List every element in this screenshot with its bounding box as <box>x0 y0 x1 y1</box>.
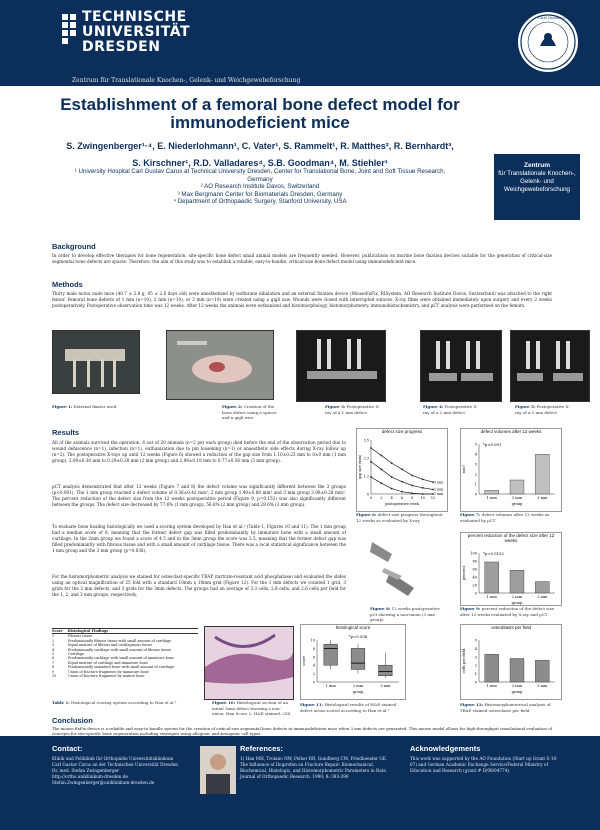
y-axis-label: score <box>302 656 306 666</box>
seal-text: Carl Gustav Carus <box>538 15 576 20</box>
table-cell-finding: Predominantly immature bone with small amount of cartilage <box>68 665 175 670</box>
y-tick-label: 0 <box>474 591 477 596</box>
tud-logo-icon <box>62 14 78 54</box>
poster-title: Establishment of a femoral bone defect model for immunodeficient mice <box>60 95 460 132</box>
logo-line-2: UNIVERSITÄT <box>82 24 191 40</box>
bar <box>535 582 549 593</box>
data-point <box>391 476 393 478</box>
series-line <box>371 448 433 482</box>
results-p3: To evaluate bone healing histologically we used a scoring system developed by Han et al.² (Table 1, Figures 10 and 11). The 1 mm group had a median score of 8, meaning that the former defect gap was filled predominantly by immature bone with a small amount of cartilage. In the 2mm group we found a score of 4.5 and in the 3mm group the score was 2.5, meaning that the former defect gap was filled predominantly with fibrous tissue and with a small amount of cartilage tissue. There was a local statistical significance between the 1 mm group and the 3 mm group (p=0.038). <box>52 524 346 553</box>
contact-line: Carl Gustav Carus an der Technischen Universität Dresden <box>52 762 178 767</box>
x-tick-label: 1 mm <box>486 496 497 500</box>
table-cell-finding: Union of fracture fragments by immature bone <box>68 669 149 674</box>
y-tick-label: 60 <box>472 567 477 572</box>
acknowledgements-heading: Acknowledgements <box>410 744 481 753</box>
caption-fig7: Figure 7: defect volumes after 12 weeks as evaluated by µCT <box>460 512 550 523</box>
chart-percent-reduction <box>460 532 562 606</box>
data-point <box>422 478 424 480</box>
xray-image-3 <box>511 331 589 401</box>
caption-fig12: Figure 12: Histomorphometrical analysis of TRAP stained osteoclasts per field <box>460 702 551 713</box>
chart-svg <box>461 630 561 694</box>
y-tick-label: 5 <box>474 638 477 643</box>
y-tick-label: 0 <box>366 492 369 497</box>
author-list <box>30 138 490 172</box>
legend-entry: 1 mm <box>434 492 444 497</box>
table-cell-score: 5 <box>52 652 55 657</box>
surgery-photo <box>166 330 274 400</box>
bar <box>535 454 549 494</box>
caption-fig8: Figure 8: 12 weeks postoperative µCt showing a non-union (3 mm group) <box>370 606 440 622</box>
chart-defect-volumes <box>460 428 562 512</box>
caption-fig2: Figure 2: Creation of the bone defect using a spacer and a gigli wire <box>222 404 277 420</box>
data-point <box>422 493 424 495</box>
x-axis-label: postoperative week <box>385 502 419 506</box>
table-cell-finding: Predominantly cartilage with small amount of immature bone <box>68 656 175 661</box>
references-text: 1) Han MH, Troiano NW, Pelker RR, Gundberg CM, Friedlaender GE. The Influence of Ibuprofen on Fracture Repair: Biomechanical, Biochemical, Histologic, and Histomorphometric Parameters in Rats. Journal of Orthopaedic Research. 1990; 8: 383-390 <box>240 756 388 779</box>
table-cell-score: 2 <box>52 638 55 643</box>
x-tick-label: 2 mm <box>511 496 523 500</box>
histology-image <box>204 626 294 700</box>
x-axis-label: group <box>352 690 364 694</box>
x-tick-label: 1 mm <box>486 595 497 599</box>
affiliations <box>70 168 450 206</box>
authors-line-1: S. Zwingenberger¹·⁴, E. Niederlohmann¹, C. Vater¹, S. Rammelt¹, R. Matthes², R. Bernhardt³, <box>66 141 454 151</box>
x-tick-label: 8 <box>411 496 414 500</box>
box <box>351 648 365 669</box>
caption-table1: Table 1: Histological scoring system according to Han et al.² <box>52 700 177 705</box>
table-cell-score: 6 <box>52 656 55 661</box>
table-cell-finding: Union of fracture fragments by mature bone <box>68 674 145 679</box>
y-axis-label: mm³ <box>462 464 466 474</box>
xray-image-1 <box>297 331 385 401</box>
x-tick-label: 4 <box>390 496 393 500</box>
y-tick-label: 20 <box>472 583 477 588</box>
chart-defect-size-progress <box>356 428 448 512</box>
data-point <box>370 461 372 463</box>
results-p4: For the histomorphometric analysis we stained for osteoclast-specific TRAP (tartrate-resistant acid phosphatase) and evaluated the slides using an optical magnification of 25 fold with a standard 10mm x 10mm grid (Figure 12). For the 1 mm defects we counted 1 grid, 3 grids for the 2 mm defects, and 3 grids for the 3mm defects. The groups had an average of 3.3 cells, 2.8 cells, and 2.6 cells per field for the 1, 2, and 3 mm groups, respectively. <box>52 574 346 597</box>
bar <box>485 490 499 494</box>
x-tick-label: 2 mm <box>352 684 364 688</box>
x-tick-label: 3 mm <box>380 684 391 688</box>
y-axis-label: cells per field <box>462 648 466 674</box>
caption-fig9: Figure 9: percent reduction of the defect size after 12 weeks evaluated by X-ray and µCT <box>460 606 555 617</box>
y-tick-label: 80 <box>472 559 477 564</box>
contact-email-link[interactable]: Stefan.Zwingenberger@uniklinikum-dresden.de <box>52 780 155 785</box>
y-tick-label: 0 <box>474 680 477 685</box>
table-cell-finding: Cartilage <box>68 652 84 657</box>
uct-bone-image <box>362 532 426 602</box>
references-heading: References: <box>240 744 283 753</box>
table-cell-score: 3 <box>52 643 55 648</box>
y-tick-label: 10 <box>310 638 315 643</box>
y-tick-label: 4 <box>474 646 477 651</box>
bar <box>485 562 499 593</box>
data-point <box>370 476 372 478</box>
y-tick-label: 6 <box>312 655 315 660</box>
y-axis-label: percent <box>462 565 466 581</box>
data-point <box>422 487 424 489</box>
results-p2: µCT analysis demonstrated that after 12 weeks (Figure 7 and 8) the defect volume was significantly different between the 3 groups (p<0.001). The 1 mm group reached a defect volume of 0.36±0.42 mm³, 2 mm group 1.40±0.88 mm³ and 3 mm group 3.98±0.28 mm³. The percent reduction of the defect size from the 12 weeks postoperative period (Figure 9, p=0.152) was also significantly different between the groups. The defect size decreased by 77.6% (1 mm group), 56.8% (2 mm group) and 28.6% (3 mm group). <box>52 484 346 507</box>
y-tick-label: 1.2 <box>363 474 369 479</box>
data-point <box>380 482 382 484</box>
chart-title: percent reduction of the defect size after 12 weeks <box>467 533 555 543</box>
contact-details <box>52 756 192 786</box>
table-cell-score: 7 <box>52 660 55 665</box>
table-cell-finding: Predominantly cartilage with small amount of fibrous tissue <box>68 647 172 652</box>
data-point <box>401 481 403 483</box>
table-cell-score: 1 <box>52 634 55 639</box>
x-tick-label: 12 <box>430 496 436 500</box>
table-row <box>52 674 198 678</box>
y-tick-label: 4 <box>474 452 477 457</box>
acknowledgements-text: This work was supported by the AO Foundation (Start up Grant S-10-67) and German Academic Exchange Service/Federal Ministry of Education and Research (grant # D/08/04774). <box>410 756 558 773</box>
methods-heading: Methods <box>52 280 83 289</box>
chart-osteoblasts <box>460 624 562 700</box>
y-tick-label: 3 <box>474 655 477 660</box>
x-tick-label: 6 <box>400 496 404 500</box>
fixator-image <box>53 331 139 393</box>
zentrum-text: für Translationale Knochen-, Gelenk- und Weichgewebeforschung <box>498 170 576 193</box>
chart-title: defect volumes after 12 weeks <box>480 429 542 434</box>
table-cell-finding: Equal mixture of cartilage and immature bone <box>68 660 148 665</box>
footer <box>0 736 600 830</box>
y-tick-label: 0 <box>312 680 315 685</box>
table-header: Score Histological Findings <box>52 629 198 634</box>
portrait-image <box>200 746 236 794</box>
caption-fig3: Figure 3: Postoperative X-ray of a 1 mm defect <box>325 404 380 415</box>
data-point <box>411 475 413 477</box>
x-tick-label: 0 <box>369 496 373 500</box>
y-tick-label: 1 <box>474 482 477 487</box>
y-tick-label: 5 <box>474 442 477 447</box>
y-axis-label: gap size (mm) <box>358 454 362 480</box>
y-tick-label: 3.5 <box>363 438 369 443</box>
legend-entry: 3 mm <box>434 480 444 485</box>
x-tick-label: 3 mm <box>537 595 548 599</box>
fixator-photo <box>52 330 140 394</box>
table-cell-score: 8 <box>52 665 55 670</box>
carus-seal <box>518 12 578 72</box>
x-tick-label: 1 mm <box>325 684 336 688</box>
x-axis-label: group <box>511 601 523 605</box>
data-point <box>391 488 393 490</box>
legend-entry: 2 mm <box>434 487 444 492</box>
series-line <box>371 462 433 490</box>
caption-fig6: Figure 6: defect size progress throughout 12 weeks as evaluated by X-ray <box>356 512 443 523</box>
uct-image <box>362 532 426 602</box>
bar <box>510 480 524 494</box>
chart-title: osteoblasts per field <box>490 625 532 630</box>
y-tick-label: 2.3 <box>363 456 369 461</box>
affiliation-2: ² AO Research Institute Davos, Switzerland <box>200 183 320 191</box>
data-point <box>380 468 382 470</box>
chart-svg <box>357 434 447 506</box>
background-heading: Background <box>52 242 96 251</box>
logo-line-3: DRESDEN <box>82 39 161 55</box>
y-tick-label: 100 <box>470 551 477 556</box>
chart-histological-score <box>300 624 406 700</box>
x-tick-label: 3 mm <box>537 684 548 688</box>
histology-section-image <box>205 627 293 699</box>
caption-fig10: Figure 10: Histological section of an initial 3mm defect showing a non-union, Han Score 2, H&E stained, 25X <box>212 700 291 716</box>
bar <box>485 654 499 682</box>
caption-fig5: Figure 5: Postoperative X-ray of a 3 mm defect <box>515 404 570 415</box>
y-tick-label: 0 <box>474 492 477 497</box>
table-body <box>52 634 198 678</box>
table-cell-finding: Equal mixture of fibrous and cartilaginous tissue <box>68 643 153 648</box>
histology-table <box>52 628 198 678</box>
conclusion-heading: Conclusion <box>52 716 93 725</box>
conclusion-text: The mouse ExFix device is a reliable and easy-to-handle system for the creation of critical-size segmental bone defects in immunodeficient mice when 3 mm defects are generated. This mouse model allows for high-throughput translational evaluation of concepts for site-specific bone regeneration including strategies using allogenic and xenogenic cell types. <box>52 726 552 736</box>
x-axis-label: group <box>511 690 523 694</box>
x-tick-label: 2 <box>380 496 383 500</box>
bar <box>535 660 549 682</box>
x-tick-label: 2 mm <box>511 595 523 599</box>
affiliation-1: ¹ University Hospital Carl Gustav Carus at Technical University Dresden, Center for Translational Bone, Joint and Soft Tissue Research, Germany <box>74 168 446 183</box>
chart-title: defect size progress <box>381 429 423 434</box>
y-tick-label: 2 <box>474 472 477 477</box>
zentrum-title: Zentrum <box>524 162 550 169</box>
chart-annotation: *p=0.038 <box>348 634 368 639</box>
x-tick-label: 10 <box>420 496 425 500</box>
box <box>324 644 338 665</box>
contact-website-link[interactable]: http://ortho.uniklinikum-dresden.de <box>52 774 128 779</box>
y-tick-label: 2 <box>474 663 477 668</box>
chart-svg <box>301 630 405 694</box>
y-tick-label: 1 <box>474 672 477 677</box>
data-point <box>411 485 413 487</box>
data-point <box>391 462 393 464</box>
y-tick-label: 3 <box>474 462 477 467</box>
table-cell-score: 9 <box>52 669 55 674</box>
x-tick-label: 2 mm <box>511 684 523 688</box>
data-point <box>370 447 372 449</box>
caption-fig11: Figure 11: Histological results of H&E stained defect areas scored according to Han et al.² <box>300 702 397 713</box>
chart-svg <box>461 543 561 605</box>
background-text: In order to develop effective therapies for bone regeneration, site-specific bone defect small animal models are frequently needed. However, publications on murine bone fixation devices suitable for the generation of critical-size segmental bone defects are sparse. Therefore, the aim of this study was to establish a reliable, easy-to-handle, critical-size bone defect model using immunodeficient mice. <box>52 253 552 264</box>
y-tick-label: 40 <box>472 575 477 580</box>
center-subtitle: Zentrum für Translationale Knochen-, Gelenk- und Weichgewebeforschung <box>72 77 301 84</box>
authors-line-2: S. Kirschner¹, R.D. Valladares⁴, S.B. Goodman⁴, M. Stiehler¹ <box>132 158 388 168</box>
table-cell-score: 4 <box>52 647 55 652</box>
methods-text: Thirty male nu/nu nude mice (40.7 ± 2.8 g, 95 ± 2.6 days old) were anesthetized by isoflurane inhalation and an external fixation device (MouseExFix, RISystem, AO Research Institute Davos, Switzerland) was attached to the right femur. Femoral bone defects of 1 mm (n=10), 2 mm (n=10), or 3 mm (n=10) were created using a gigli saw. Wounds were closed with interrupted sutures. X-ray films were obtained immediately upon surgery and every 2 weeks postoperatively. Postoperative observation time was 12 weeks. After 12 weeks the animals were euthanized and histomorphology, histomorphometry, immunohistochemistry, and µCT analysis were performed on the femurs. <box>52 291 552 308</box>
logo-line-1: TECHNISCHE <box>82 9 187 25</box>
y-tick-label: 2 <box>312 672 315 677</box>
affiliation-3: ³ Max Bergmann Center for Biomaterials Dresden, Germany <box>177 190 343 198</box>
xray-1mm <box>296 330 386 402</box>
xray-image-2 <box>421 331 501 401</box>
table-cell-finding: Predominantly fibrous tissue with small amount of cartilage <box>68 638 172 643</box>
box <box>379 665 393 676</box>
chart-svg <box>461 434 561 506</box>
data-point <box>380 455 382 457</box>
x-tick-label: 3 mm <box>537 496 548 500</box>
xray-2mm <box>420 330 502 402</box>
chart-title: histological score <box>335 625 371 630</box>
xray-3mm <box>510 330 590 402</box>
data-point <box>411 492 413 494</box>
table-cell-score: 10 <box>52 674 57 679</box>
x-axis-label: group <box>511 502 523 506</box>
zentrum-logo <box>494 154 580 220</box>
contact-line: Dr. med. Stefan Zwingenberger <box>52 768 120 773</box>
results-p1: All of the animals survived the operation. 6 out of 20 animals (n=2 per each group) died before the end of the observation period due to wound dehiscence (n=1), infection (n=1), euthanization due to pin loosening (n=1) or anaesthetic side effects during X-ray follow up (n=2). The postoperative X-rays up until 12 weeks (Figure 6) showed a reduction of the gap size from 1.10±0.23 mm to 0±0 mm (1 mm group), 2.09±0.30 mm to 0.29±0.38 mm (2 mm group) and 2.98±0.18 mm to 0.77±0.56 mm (3 mm group). <box>52 440 346 463</box>
results-heading: Results <box>52 428 80 437</box>
caption-fig1: Figure 1: External fixator used <box>52 404 117 409</box>
university-logo <box>82 10 190 55</box>
bar <box>510 570 524 593</box>
seal-icon <box>518 12 578 72</box>
contact-line: Klinik und Poliklinik für Orthopädie Universitätsklinikum <box>52 756 174 761</box>
chart-annotation: *p<0.001 <box>483 442 502 447</box>
caption-fig4: Figure 4: Postoperative X-ray of a 2 mm defect <box>423 404 478 415</box>
chart-annotation: *p=0.0152 <box>483 551 504 556</box>
x-tick-label: 1 mm <box>486 684 497 688</box>
y-tick-label: 4 <box>312 663 315 668</box>
bar <box>510 658 524 682</box>
data-point <box>401 468 403 470</box>
data-point <box>401 491 403 493</box>
y-tick-label: 8 <box>312 646 315 651</box>
affiliation-4: ⁴ Department of Orthopaedic Surgery, Stanford University, USA <box>173 198 347 206</box>
author-photo <box>200 746 236 794</box>
contact-heading: Contact: <box>52 744 83 753</box>
table-cell-finding: Fibrous tissue <box>68 634 93 639</box>
surgery-image <box>167 331 273 399</box>
